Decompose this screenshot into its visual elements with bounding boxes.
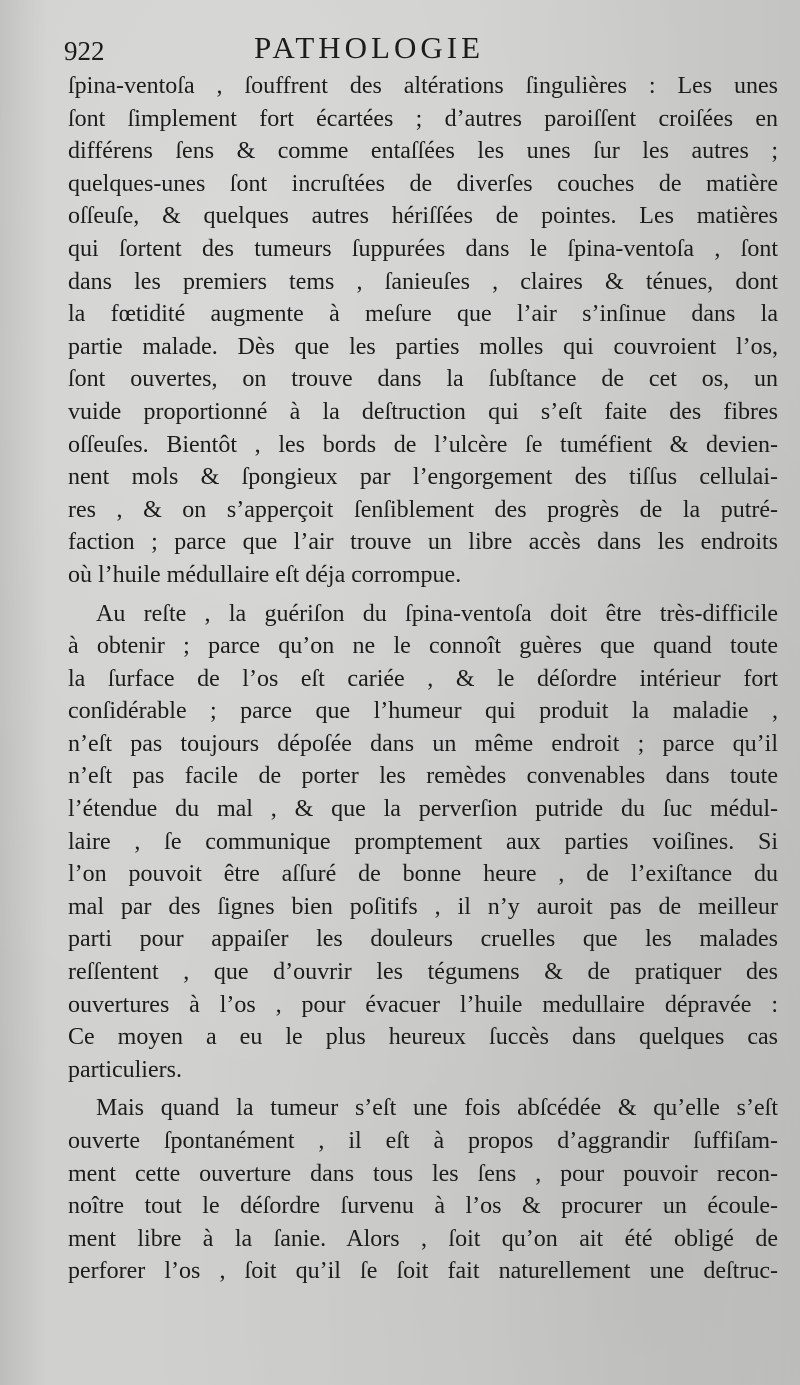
- text-line: Mais quand la tumeur s’eſt une fois abſcédée & qu’elle s’eſt: [96, 1095, 778, 1122]
- text-line: où l’huile médullaire eſt déja corrompue.: [68, 561, 462, 588]
- text-line: res , & on s’apperçoit ſenſiblement des progrès de la putré-: [68, 496, 778, 523]
- text-line: n’eſt pas facile de porter les remèdes convenables dans toute: [68, 763, 778, 790]
- text-line: ſont ſimplement fort écartées ; d’autres paroiſſent croiſées en: [68, 105, 778, 132]
- text-line: différens ſens & comme entaſſées les unes ſur les autres ;: [68, 138, 778, 165]
- text-line: la fœtidité augmente à meſure que l’air s’inſinue dans la: [68, 301, 778, 328]
- text-line: perforer l’os , ſoit qu’il ſe ſoit fait naturellement une deſtruc-: [68, 1258, 778, 1285]
- text-line: laire , ſe communique promptement aux parties voiſines. Si: [68, 828, 778, 855]
- text-line: n’eſt pas toujours dépoſée dans un même endroit ; parce qu’il: [68, 730, 778, 757]
- text-line: dans les premiers tems , ſanieuſes , claires & ténues, dont: [68, 268, 778, 295]
- text-line: particuliers.: [68, 1056, 182, 1083]
- text-line: conſidérable ; parce que l’humeur qui produit la maladie ,: [68, 698, 778, 725]
- text-line: vuide proportionné à la deſtruction qui s’eſt faite des fibres: [68, 398, 778, 425]
- text-line: oſſeuſe, & quelques autres hériſſées de pointes. Les matières: [68, 203, 778, 230]
- text-line: ouverte ſpontanément , il eſt à propos d’aggrandir ſuffiſam-: [68, 1128, 778, 1154]
- text-line: oſſeuſes. Bientôt , les bords de l’ulcère ſe tuméfient & devien-: [68, 431, 778, 458]
- text-line: l’on pouvoit être aſſuré de bonne heure , de l’exiſtance du: [68, 861, 778, 888]
- text-line: noître tout le déſordre ſurvenu à l’os & procurer un écoule-: [68, 1193, 778, 1220]
- text-line: Ce moyen a eu le plus heureux ſuccès dans quelques cas: [68, 1024, 778, 1051]
- text-line: qui ſortent des tumeurs ſuppurées dans le ſpina-ventoſa , ſont: [68, 235, 778, 262]
- text-line: Au reſte , la guériſon du ſpina-ventoſa doit être très-difficile: [96, 600, 778, 627]
- text-line: ſpina-ventoſa , ſouffrent des altérations ſingulières : Les unes: [68, 73, 778, 99]
- text-line: faction ; parce que l’air trouve un libre accès dans les endroits: [68, 529, 778, 556]
- text-line: reſſentent , que d’ouvrir les tégumens & de pratiquer des: [68, 959, 778, 986]
- text-line: quelques-unes ſont incruſtées de diverſes couches de matière: [68, 170, 778, 197]
- text-line: ouvertures à l’os , pour évacuer l’huile medullaire dépravée :: [68, 991, 778, 1018]
- text-line: ment cette ouverture dans tous les ſens , pour pouvoir recon-: [68, 1160, 778, 1187]
- text-line: parti pour appaiſer les douleurs cruelles que les malades: [68, 926, 778, 953]
- text-line: ſont ouvertes, on trouve dans la ſubſtance de cet os, un: [68, 366, 778, 393]
- text-line: nent mols & ſpongieux par l’engorgement des tiſſus cellulai-: [68, 464, 778, 491]
- text-line: la ſurface de l’os eſt cariée , & le déſordre intérieur fort: [68, 665, 778, 692]
- page-number: 922: [64, 36, 105, 66]
- body-text: [68, 70, 778, 1288]
- text-line: l’étendue du mal , & que la perverſion putride du ſuc médul-: [68, 796, 778, 823]
- running-head: PATHOLOGIE: [254, 30, 485, 65]
- text-line: ment libre à la ſanie. Alors , ſoit qu’on ait été obligé de: [68, 1225, 778, 1252]
- text-line: partie malade. Dès que les parties molles qui couvroient l’os,: [68, 333, 778, 360]
- page-header: [64, 30, 780, 70]
- text-line: mal par des ſignes bien poſitifs , il n’y auroit pas de meilleur: [68, 893, 778, 920]
- text-line: à obtenir ; parce qu’on ne le connoît guères que quand toute: [68, 633, 778, 660]
